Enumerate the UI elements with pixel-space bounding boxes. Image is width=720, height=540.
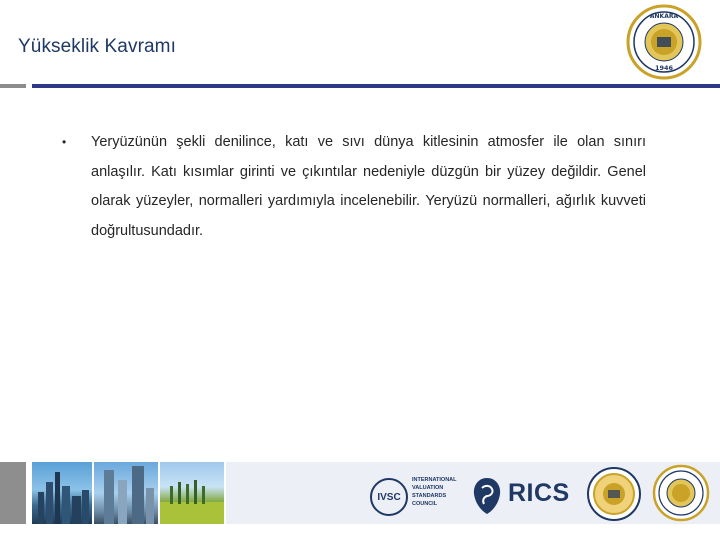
bullet-paragraph: Yeryüzünün şekli denilince, katı ve sıvı dünya kitlesinin atmosfer ile olan sınırı anlaşılır. Katı kısımlar girinti ve çıkıntılar nedeniyle düzgün bir yüzey değildir. Genel olarak yüzeyler, normalleri yardımıyla incelenebilir. Yeryüzü normalleri, ağırlık kuvveti doğrultusundadır. — [91, 134, 646, 240]
content-body — [62, 128, 646, 247]
countryside-photo — [160, 462, 224, 524]
bullet-marker: • — [62, 135, 67, 149]
rics-wordmark: RICS — [508, 479, 570, 507]
skyscrapers-photo — [94, 462, 158, 524]
slide-title: Yükseklik Kavramı — [18, 36, 176, 57]
svg-text:1946: 1946 — [654, 64, 674, 72]
ivsc-wordmark — [412, 476, 466, 508]
header-rule — [32, 84, 720, 88]
ivsc-line-2: VALUATION — [412, 485, 444, 491]
city-skyline-photo — [32, 462, 92, 524]
ivsc-line-1: INTERNATIONAL — [412, 477, 457, 483]
ankara-university-logo — [626, 4, 702, 80]
footer-grey-block — [0, 462, 26, 524]
ivsc-line-4: COUNCIL — [412, 501, 438, 507]
svg-text:ANKARA: ANKARA — [649, 13, 679, 20]
university-seal-gold — [586, 466, 642, 522]
rics-lion-icon — [470, 476, 504, 516]
header-rule-grey — [0, 84, 26, 88]
ivsc-line-3: STANDARDS — [412, 493, 447, 499]
ankara-university-seal — [652, 464, 710, 522]
ivsc-logo-mark: IVSC — [370, 478, 408, 516]
